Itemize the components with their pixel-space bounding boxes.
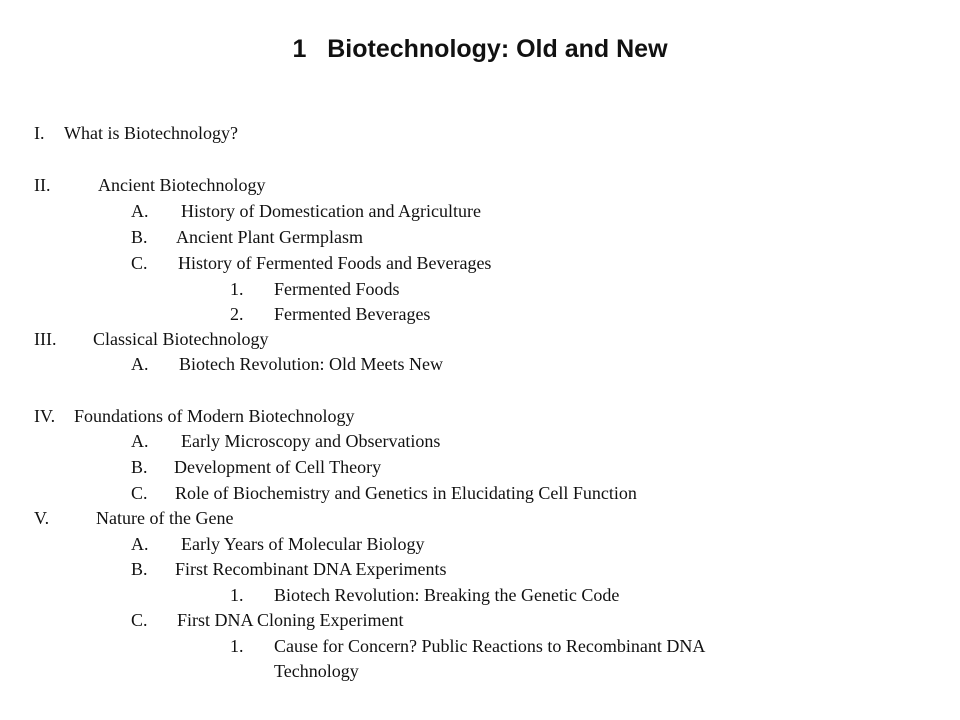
- outline-text: Early Years of Molecular Biology: [181, 534, 425, 554]
- outline-text: First Recombinant DNA Experiments: [175, 559, 447, 579]
- outline-number: A.: [131, 431, 149, 451]
- outline-number: A.: [131, 534, 149, 554]
- outline-text: Biotech Revolution: Breaking the Genetic Code: [274, 585, 620, 605]
- outline-number: A.: [131, 354, 149, 374]
- outline-text: Ancient Plant Germplasm: [176, 227, 363, 247]
- outline-text: Classical Biotechnology: [93, 329, 269, 349]
- outline-number: C.: [131, 610, 148, 630]
- outline-number: 1.: [230, 636, 244, 656]
- outline-text: What is Biotechnology?: [64, 123, 238, 143]
- outline-text: Ancient Biotechnology: [98, 175, 266, 195]
- outline-number: B.: [131, 227, 148, 247]
- outline-number: 2.: [230, 304, 244, 324]
- outline-text: First DNA Cloning Experiment: [177, 610, 404, 630]
- outline-number: 1.: [230, 279, 244, 299]
- outline-number: A.: [131, 201, 149, 221]
- outline-number: V.: [34, 508, 50, 528]
- outline-text: Early Microscopy and Observations: [181, 431, 441, 451]
- outline-text: Technology: [274, 661, 359, 681]
- outline-text: History of Domestication and Agriculture: [181, 201, 481, 221]
- outline-text: Foundations of Modern Biotechnology: [74, 406, 355, 426]
- outline-number: I.: [34, 123, 45, 143]
- outline-text: Development of Cell Theory: [174, 457, 382, 477]
- outline-text: History of Fermented Foods and Beverages: [178, 253, 492, 273]
- outline-number: C.: [131, 483, 148, 503]
- outline-number: III.: [34, 329, 57, 349]
- outline-number: II.: [34, 175, 51, 195]
- outline-number: 1.: [230, 585, 244, 605]
- outline-number: B.: [131, 457, 148, 477]
- outline-text: Biotech Revolution: Old Meets New: [179, 354, 443, 374]
- outline-text: Fermented Beverages: [274, 304, 431, 324]
- outline-text: Cause for Concern? Public Reactions to Recombinant DNA: [274, 636, 706, 656]
- slide-title: 1 Biotechnology: Old and New: [292, 35, 668, 63]
- outline-text: Nature of the Gene: [96, 508, 234, 528]
- outline-number: IV.: [34, 406, 56, 426]
- outline-text: Role of Biochemistry and Genetics in Elucidating Cell Function: [175, 483, 637, 503]
- outline-number: C.: [131, 253, 148, 273]
- outline-number: B.: [131, 559, 148, 579]
- outline-text: Fermented Foods: [274, 279, 400, 299]
